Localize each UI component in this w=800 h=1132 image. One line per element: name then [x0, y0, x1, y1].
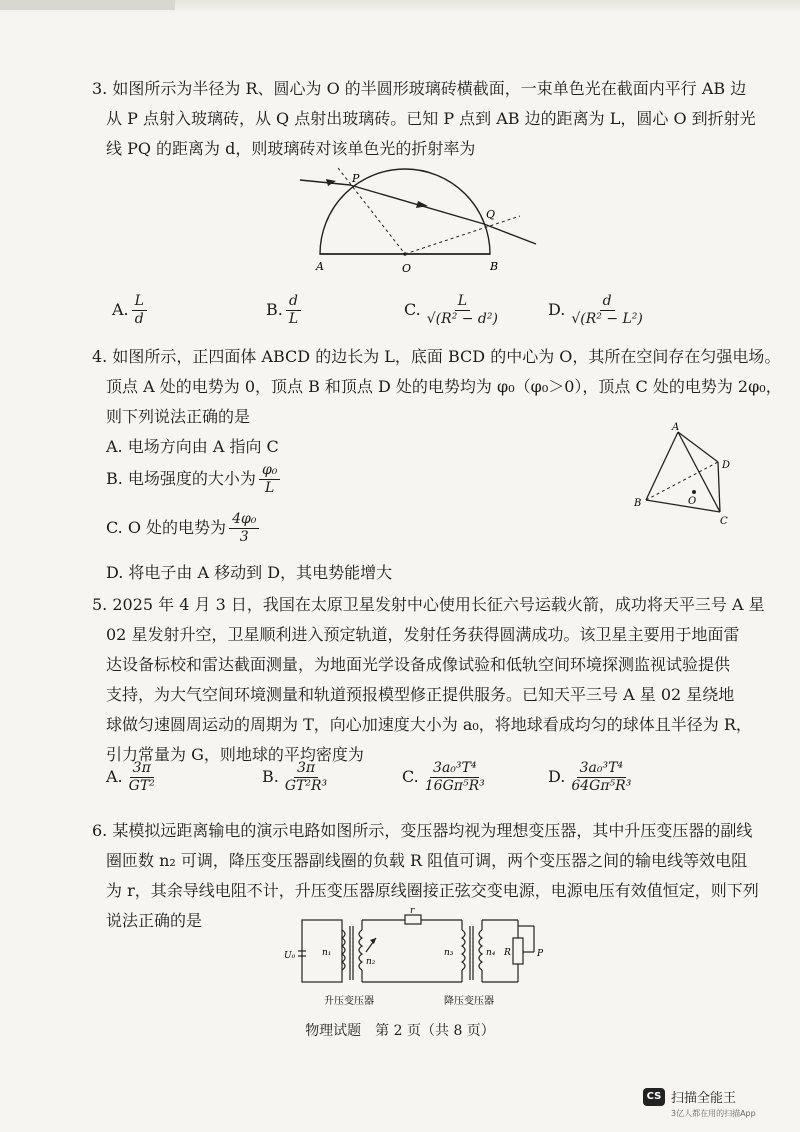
question-5-line-4: 支持，为大气空间环境测量和轨道预报模型修正提供服务。已知天平三号 A 星 02 星绕地: [106, 685, 735, 704]
q5-option-b: B. $\frac{3\pi}{\text{GT²R³}}$: [262, 760, 328, 794]
question-6-line-4: 说法正确的是: [106, 911, 203, 930]
label-step-down: 降压变压器: [444, 996, 494, 1007]
question-4-line-1: 4. 如图所示，正四面体 ABCD 的边长为 L，底面 BCD 的中心为 O，其所在空间存在匀强电场。: [92, 347, 781, 366]
q5-option-c: C. $\frac{\text{3a₀³T⁴}}{\text{16Gπ⁵R³}}$: [402, 760, 485, 794]
label-P: P: [537, 949, 544, 959]
question-6-line-2: 圈匝数 n₂ 可调，降压变压器副线圈的负载 R 阻值可调，两个变压器之间的输电线等效电阻: [106, 851, 748, 870]
label-n1: n₁: [322, 948, 332, 958]
question-5-line-3: 达设备标校和雷达截面测量，为地面光学设备成像试验和低轨空间环境探测监视试验提供: [106, 655, 731, 674]
scan-top-edge: [0, 0, 800, 14]
tetra-label-C: C: [720, 516, 728, 527]
label-n4: n₄: [486, 948, 496, 958]
figure-label-Q: Q: [486, 208, 496, 221]
semicircle-glass-figure: [290, 164, 550, 284]
page-footer: 物理试题 第 2 页（共 8 页）: [305, 1023, 495, 1039]
scanner-tagline: 3亿人都在用的扫描App: [671, 1109, 756, 1118]
q5-option-a: A. $\frac{3\pi}{\text{GT²}}$: [106, 760, 155, 794]
question-3-line-2: 从 P 点射入玻璃砖，从 Q 点射出玻璃砖。已知 P 点到 AB 边的距离为 L，圆心 O 到折射光: [106, 109, 756, 128]
question-3-line-3: 线 PQ 的距离为 d，则玻璃砖对该单色光的折射率为: [106, 139, 476, 158]
figure-label-A: A: [316, 260, 324, 273]
tetra-label-O: O: [688, 496, 697, 507]
q4-option-c: C. O 处的电势为 $\frac{\text{4φ₀}}{3}$: [106, 511, 259, 546]
q3-option-d: D. $\frac{d}{\text{√(R² − L²)}}$: [548, 293, 643, 327]
question-4-line-2: 顶点 A 处的电势为 0，顶点 B 和顶点 D 处的电势均为 φ₀（φ₀＞0），顶点 C 处的电势为 2φ₀，: [106, 377, 782, 396]
question-5-line-6: 引力常量为 G，则地球的平均密度为: [106, 745, 364, 764]
question-4: [92, 342, 782, 432]
q3-option-b: B. $\frac{d}{L}$: [266, 293, 301, 328]
label-R: R: [504, 948, 511, 958]
question-3-line-1: 3. 如图所示为半径为 R、圆心为 O 的半圆形玻璃砖横截面，一束单色光在截面内平行 AB 边: [92, 79, 747, 98]
tetrahedron-figure: [626, 420, 736, 530]
figure-label-P: P: [352, 172, 360, 185]
tetra-label-B: B: [634, 498, 642, 509]
label-n2: n₂: [366, 957, 376, 967]
q4-option-a: A. 电场方向由 A 指向 C: [106, 437, 279, 456]
question-5: [92, 590, 765, 770]
transmission-circuit-figure: [282, 908, 552, 1014]
question-5-line-2: 02 星发射升空，卫星顺利进入预定轨道，发射任务获得圆满成功。该卫星主要用于地面雷: [106, 625, 740, 644]
q3-option-c: C. $\frac{L}{\text{√(R² − d²)}}$: [404, 293, 498, 327]
figure-label-B: B: [490, 260, 499, 273]
q3-option-a: A. $\frac{L}{d}$: [112, 293, 147, 328]
tetra-label-A: A: [672, 422, 680, 433]
scanner-logo-icon: CS: [643, 1088, 665, 1106]
tetra-label-D: D: [722, 460, 731, 471]
question-3: [92, 74, 756, 164]
question-4-line-3: 则下列说法正确的是: [106, 407, 251, 426]
label-u0: U₀: [284, 951, 296, 961]
label-step-up: 升压变压器: [324, 996, 374, 1007]
figure-label-O: O: [402, 262, 412, 275]
scanner-watermark: [643, 1086, 788, 1122]
label-n3: n₃: [444, 948, 454, 958]
question-6-line-1: 6. 某模拟远距离输电的演示电路如图所示，变压器均视为理想变压器，其中升压变压器的副线: [92, 821, 753, 840]
question-6-line-3: 为 r，其余导线电阻不计，升压变压器原线圈接正弦交变电源，电源电压有效值恒定，则下列: [106, 881, 759, 900]
question-5-line-5: 球做匀速圆周运动的周期为 T，向心加速度大小为 a₀，将地球看成均匀的球体且半径为 R，: [106, 715, 752, 734]
q4-option-d: D. 将电子由 A 移动到 D，其电势能增大: [106, 563, 393, 582]
q5-option-d: D. $\frac{\text{3a₀³T⁴}}{\text{64Gπ⁵R³}}$: [548, 760, 632, 794]
scanner-brand: 扫描全能王: [671, 1091, 737, 1106]
q4-option-b: B. 电场强度的大小为 $\frac{\text{φ₀}}{L}$: [106, 462, 280, 497]
question-5-line-1: 5. 2025 年 4 月 3 日，我国在太原卫星发射中心使用长征六号运载火箭，成功将天平三号 A 星: [92, 595, 765, 614]
label-r: r: [410, 908, 415, 916]
